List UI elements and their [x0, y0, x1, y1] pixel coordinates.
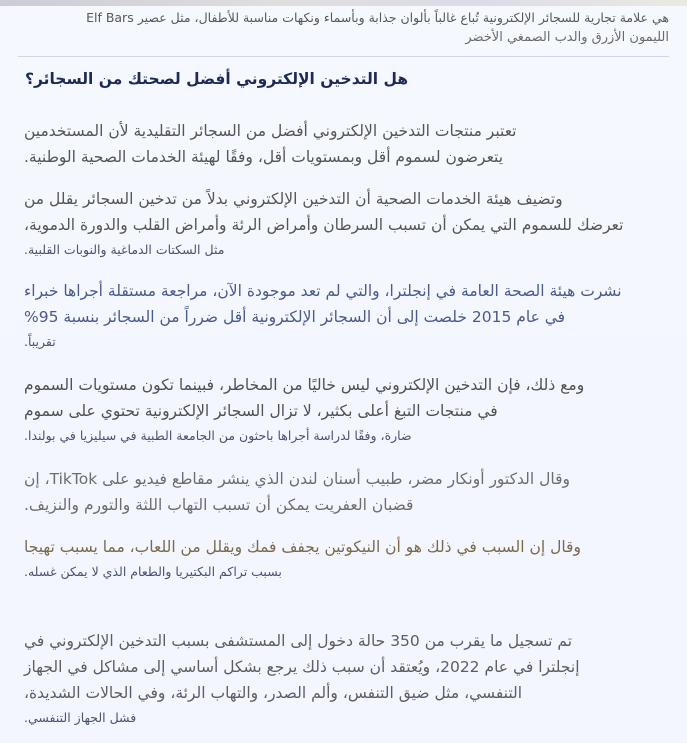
paragraph-line: في منتجات التبغ أعلى بكثير، لا تزال السجائر الإلكترونية تحتوي على سموم [24, 402, 498, 420]
paragraph-line: تقريباً. [24, 334, 56, 349]
paragraph-line: تعتبر منتجات التدخين الإلكتروني أفضل من السجائر التقليدية لأن المستخدمين [24, 122, 517, 140]
paragraph-line: نشرت هيئة الصحة العامة في إنجلترا، والتي لم تعد موجودة الآن، مراجعة مستقلة أجراها خبراء [24, 282, 622, 300]
paragraph-line: في عام 2015 خلصت إلى أن السجائر الإلكترونية أقل ضرراً من السجائر بنسبة 95% [24, 308, 566, 326]
paragraph-line: إنجلترا في عام 2022، ويُعتقد أن سبب ذلك يرجع بشكل أساسي إلى مشاكل في الجهاز [24, 658, 580, 676]
paragraph-line: قضبان العفريت يمكن أن تسبب التهاب اللثة والتورم والنزيف. [24, 496, 414, 514]
paragraph-line: وقال إن السبب في ذلك هو أن النيكوتين يجفف فمك ويقلل من اللعاب، مما يسبب تهيجا [24, 538, 581, 556]
caption-line-2: الليمون الأزرق والدب الصمغي الأخضر [465, 30, 669, 45]
paragraph-line: فشل الجهاز التنفسي. [24, 710, 137, 725]
paragraph-line: تعرضك للسموم التي يمكن أن تسبب السرطان وأمراض الرئة وأمراض القلب والدورة الدموية، [24, 216, 624, 234]
paragraph-line: بسبب تراكم البكتيريا والطعام الذي لا يمكن غسله. [24, 564, 282, 579]
caption-divider [18, 56, 669, 57]
image-bottom-strip [0, 0, 687, 6]
paragraph-4 [24, 372, 665, 448]
paragraph-2 [24, 186, 665, 262]
paragraph-line: وتضيف هيئة الخدمات الصحية أن التدخين الإلكتروني بدلاً من تدخين السجائر يقلل من [24, 190, 563, 208]
paragraph-line: مثل السكتات الدماغية والنوبات القلبية. [24, 242, 225, 257]
section-heading: هل التدخين الإلكتروني أفضل لصحتك من السجائر؟ [25, 70, 409, 88]
paragraph-1 [24, 118, 665, 170]
paragraph-line: التنفسي، مثل ضيق التنفس، وألم الصدر، والتهاب الرئة، وفي الحالات الشديدة، [24, 684, 523, 702]
paragraph-line: ضارة، وفقًا لدراسة أجراها باحثون من الجامعة الطبية في سيليزيا في بولندا. [24, 428, 412, 443]
paragraph-line: تم تسجيل ما يقرب من 350 حالة دخول إلى المستشفى بسبب التدخين الإلكتروني في [24, 632, 573, 650]
image-caption [18, 8, 669, 48]
paragraph-line: ومع ذلك، فإن التدخين الإلكتروني ليس خاليًا من المخاطر، فبينما تكون مستويات السموم [24, 376, 585, 394]
paragraph-7 [24, 628, 665, 730]
paragraph-3 [24, 278, 665, 354]
paragraph-6 [24, 534, 665, 584]
paragraph-5 [24, 466, 665, 518]
caption-line-1: هي علامة تجارية للسجائر الإلكترونية تُباع غالباً بألوان جذابة وبأسماء ونكهات مناسبة للأطفال، مثل عصير Elf Bars [86, 10, 669, 25]
paragraph-line: يتعرضون لسموم أقل وبمستويات أقل، وفقًا لهيئة الخدمات الصحية الوطنية. [24, 148, 504, 166]
paragraph-line: وقال الدكتور أونكار مضر، طبيب أسنان لندن الذي ينشر مقاطع فيديو على TikTok، إن [24, 470, 570, 488]
